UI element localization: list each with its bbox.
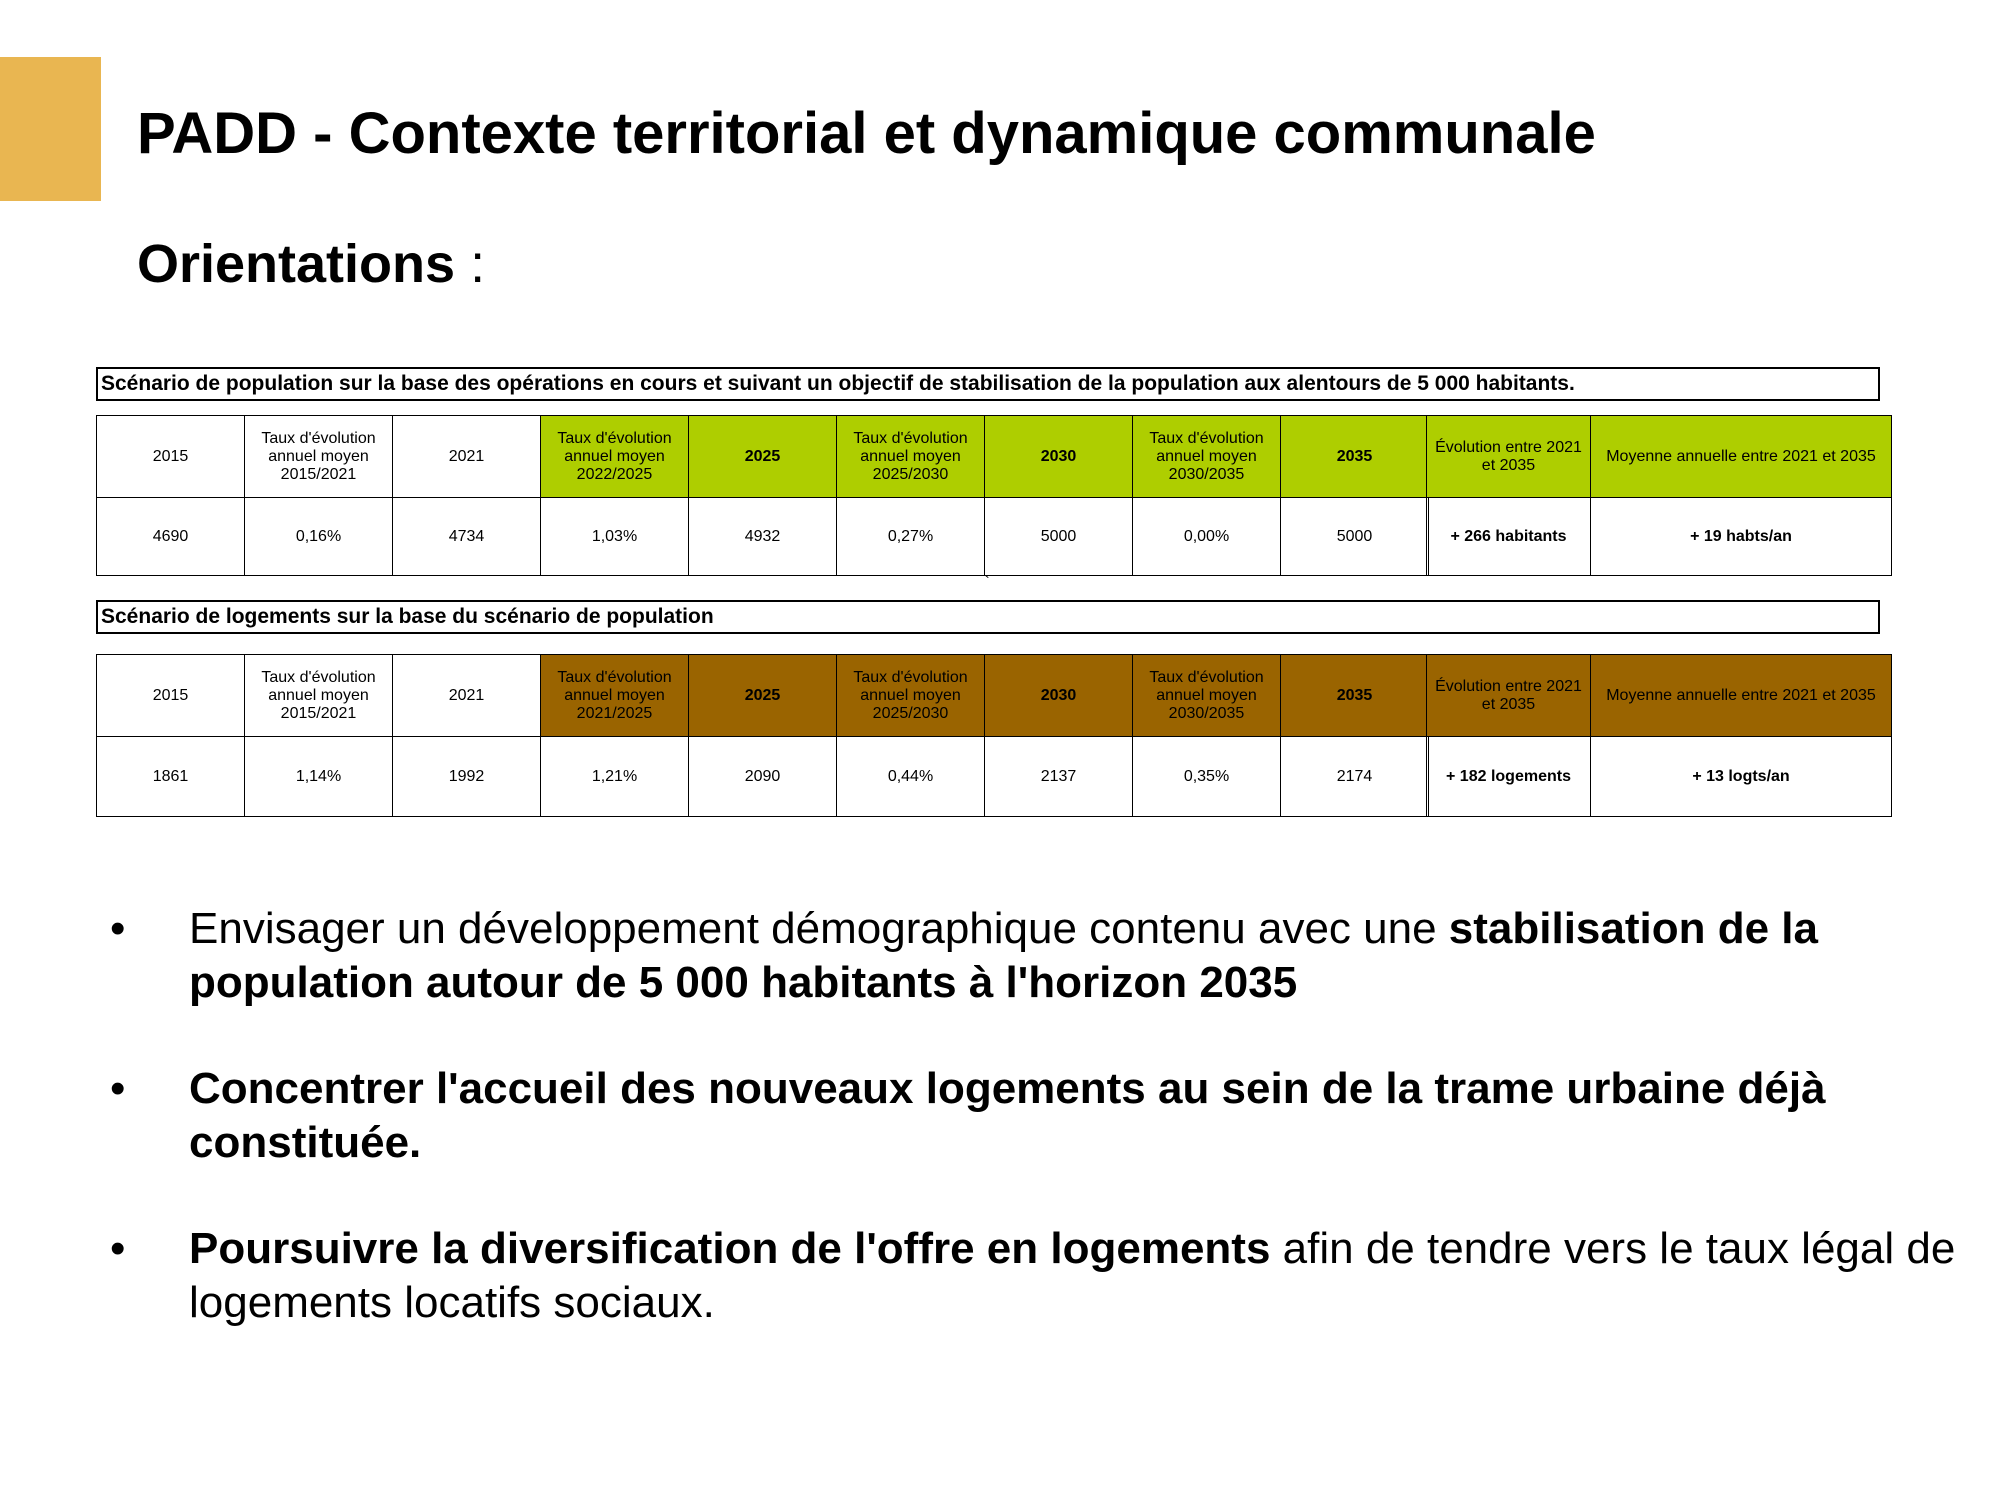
table-header: Taux d'évolution annuel moyen 2015/2021 — [245, 655, 393, 737]
table-cell: 1992 — [393, 737, 541, 817]
table-header: Taux d'évolution annuel moyen 2025/2030 — [837, 416, 985, 498]
table-header: Évolution entre 2021 et 2035 — [1427, 655, 1591, 737]
list-item — [110, 902, 1980, 1010]
table-cell: 0,16% — [245, 498, 393, 576]
table-header: Évolution entre 2021 et 2035 — [1427, 416, 1591, 498]
table-header: 2035 — [1281, 416, 1429, 498]
table-header: 2035 — [1281, 655, 1429, 737]
table-header: Taux d'évolution annuel moyen 2015/2021 — [245, 416, 393, 498]
table-cell: + 182 logements — [1427, 737, 1591, 817]
housing-summary-table — [1426, 654, 1892, 817]
table-cell: + 19 habts/an — [1591, 498, 1892, 576]
table-cell: 0,27% — [837, 498, 985, 576]
bullet-bold-text: Poursuivre la diversification de l'offre en logements — [189, 1224, 1271, 1273]
table-cell: 1,03% — [541, 498, 689, 576]
separator-mark: ` — [985, 573, 990, 589]
population-caption: Scénario de population sur la base des opérations en cours et suivant un objectif de stabilisation de la population aux alentours de 5 000 habitants. — [96, 367, 1880, 401]
bullet-marker: • — [110, 904, 126, 953]
subtitle-colon: : — [470, 234, 486, 294]
bullet-marker: • — [110, 1064, 126, 1113]
table-cell: + 13 logts/an — [1591, 737, 1892, 817]
table-cell: 1861 — [97, 737, 245, 817]
table-cell: 5000 — [985, 498, 1133, 576]
table-cell: 4690 — [97, 498, 245, 576]
table-header: Taux d'évolution annuel moyen 2022/2025 — [541, 416, 689, 498]
table-header: 2025 — [689, 416, 837, 498]
table-header: 2025 — [689, 655, 837, 737]
list-item — [110, 1062, 1980, 1170]
table-header: Taux d'évolution annuel moyen 2030/2035 — [1133, 655, 1281, 737]
population-table — [96, 415, 1429, 576]
table-header: 2021 — [393, 416, 541, 498]
slide-title: PADD - Contexte territorial et dynamique communale — [137, 101, 1596, 166]
table-cell: 2174 — [1281, 737, 1429, 817]
table-cell: 1,21% — [541, 737, 689, 817]
orientations-list — [110, 902, 1980, 1382]
list-item — [110, 1222, 1980, 1330]
table-header: 2021 — [393, 655, 541, 737]
bullet-text: Envisager un développement démographique contenu avec une — [189, 904, 1449, 953]
slide-subtitle — [137, 232, 485, 296]
table-header: Moyenne annuelle entre 2021 et 2035 — [1591, 655, 1892, 737]
bullet-text: afin de tendre vers le taux légal de logements locatifs sociaux. — [189, 1224, 1956, 1327]
table-cell: 0,44% — [837, 737, 985, 817]
table-cell: 0,00% — [1133, 498, 1281, 576]
table-cell: + 266 habitants — [1427, 498, 1591, 576]
table-header: Taux d'évolution annuel moyen 2025/2030 — [837, 655, 985, 737]
bullet-bold-text: stabilisation de la population autour de 5 000 habitants à l'horizon 2035 — [189, 904, 1818, 1007]
table-header: 2030 — [985, 416, 1133, 498]
table-header: 2015 — [97, 655, 245, 737]
table-cell: 1,14% — [245, 737, 393, 817]
table-cell: 2090 — [689, 737, 837, 817]
bullet-bold-text: Concentrer l'accueil des nouveaux logements au sein de la trame urbaine déjà constituée. — [189, 1064, 1826, 1167]
table-cell: 4932 — [689, 498, 837, 576]
table-header: 2030 — [985, 655, 1133, 737]
table-cell: 5000 — [1281, 498, 1429, 576]
table-header: Moyenne annuelle entre 2021 et 2035 — [1591, 416, 1892, 498]
housing-caption: Scénario de logements sur la base du scénario de population — [96, 600, 1880, 634]
table-header: Taux d'évolution annuel moyen 2021/2025 — [541, 655, 689, 737]
population-summary-table — [1426, 415, 1892, 576]
table-header: 2015 — [97, 416, 245, 498]
bullet-marker: • — [110, 1224, 126, 1273]
subtitle-text: Orientations — [137, 234, 456, 294]
table-cell: 4734 — [393, 498, 541, 576]
housing-table — [96, 654, 1429, 817]
table-cell: 2137 — [985, 737, 1133, 817]
table-cell: 0,35% — [1133, 737, 1281, 817]
table-header: Taux d'évolution annuel moyen 2030/2035 — [1133, 416, 1281, 498]
accent-block — [0, 57, 101, 201]
